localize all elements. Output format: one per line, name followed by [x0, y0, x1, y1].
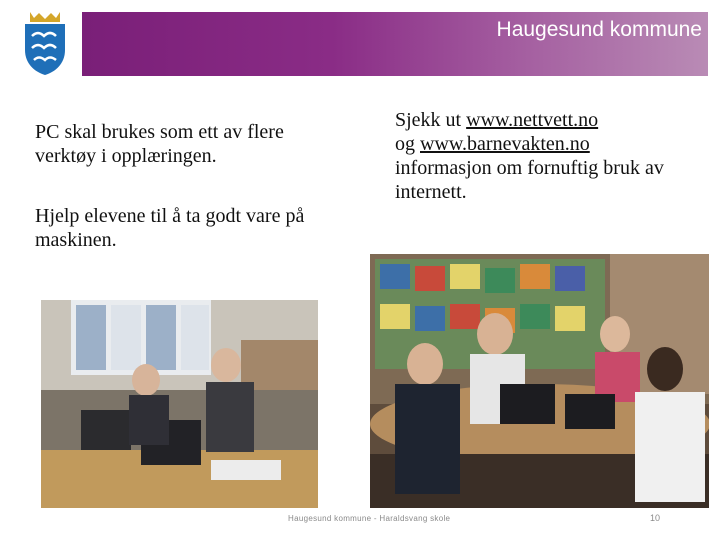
haugesund-crest-icon — [22, 10, 68, 76]
classroom-photo-left — [41, 300, 318, 508]
right-text-block — [395, 108, 685, 204]
footer-text: Haugesund kommune - Haraldsvang skole — [288, 514, 451, 523]
left-text-block — [35, 120, 325, 288]
classroom-photo-right — [370, 254, 709, 508]
header-title: Haugesund kommune — [496, 18, 702, 41]
link-barnevakten[interactable]: www.barnevakten.no — [420, 133, 590, 155]
info-text: informasjon om fornuftig bruk av internett. — [395, 157, 664, 203]
check-out-label: Sjekk ut — [395, 109, 467, 131]
header-band — [82, 12, 708, 76]
page-number: 10 — [650, 513, 661, 523]
and-label: og — [395, 133, 420, 155]
link-nettvett[interactable]: www.nettvett.no — [466, 109, 599, 131]
paragraph-care-machine: Hjelp elevene til å ta godt vare på maskinen. — [35, 205, 305, 251]
paragraph-computer-tool: PC skal brukes som ett av flere verktøy i opplæringen. — [35, 121, 284, 167]
